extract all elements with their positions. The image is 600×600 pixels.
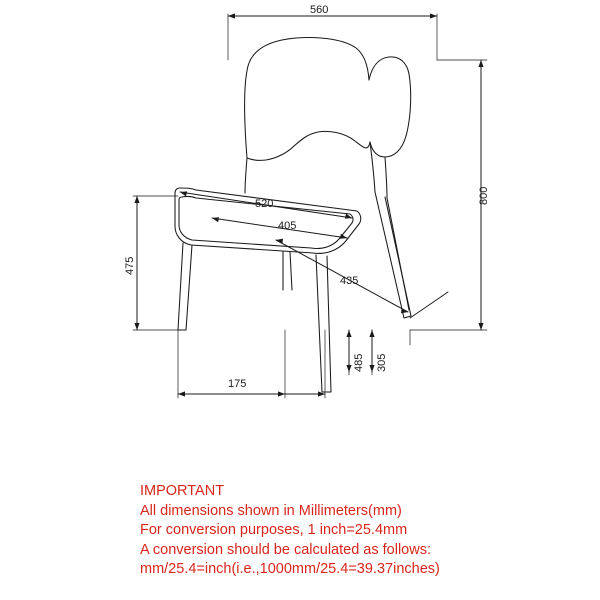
dim-leg-depth-outer: 305	[376, 353, 388, 372]
notes-line-3: A conversion should be calculated as follows:	[140, 541, 431, 558]
dim-leg-spread-back: 435	[340, 275, 359, 287]
dim-leg-offset-front: 175	[228, 378, 247, 390]
notes-line-4: mm/25.4=inch(i.e.,1000mm/25.4=39.37inches)	[140, 561, 440, 577]
dim-overall-width: 560	[310, 4, 329, 16]
dim-seat-height: 475	[124, 256, 136, 275]
notes-line-2: For conversion purposes, 1 inch=25.4mm	[140, 522, 408, 538]
extension-lines	[133, 14, 487, 398]
chair-outline	[175, 37, 411, 392]
dim-overall-height: 800	[478, 186, 490, 205]
notes-title: IMPORTANT	[140, 483, 225, 499]
important-notes	[140, 482, 580, 580]
dim-seat-depth-top: 520	[255, 198, 274, 210]
dim-seat-depth-inner: 405	[278, 220, 297, 232]
notes-line-1: All dimensions shown in Millimeters(mm)	[140, 502, 402, 519]
dim-leg-depth-inner: 485	[353, 353, 365, 372]
